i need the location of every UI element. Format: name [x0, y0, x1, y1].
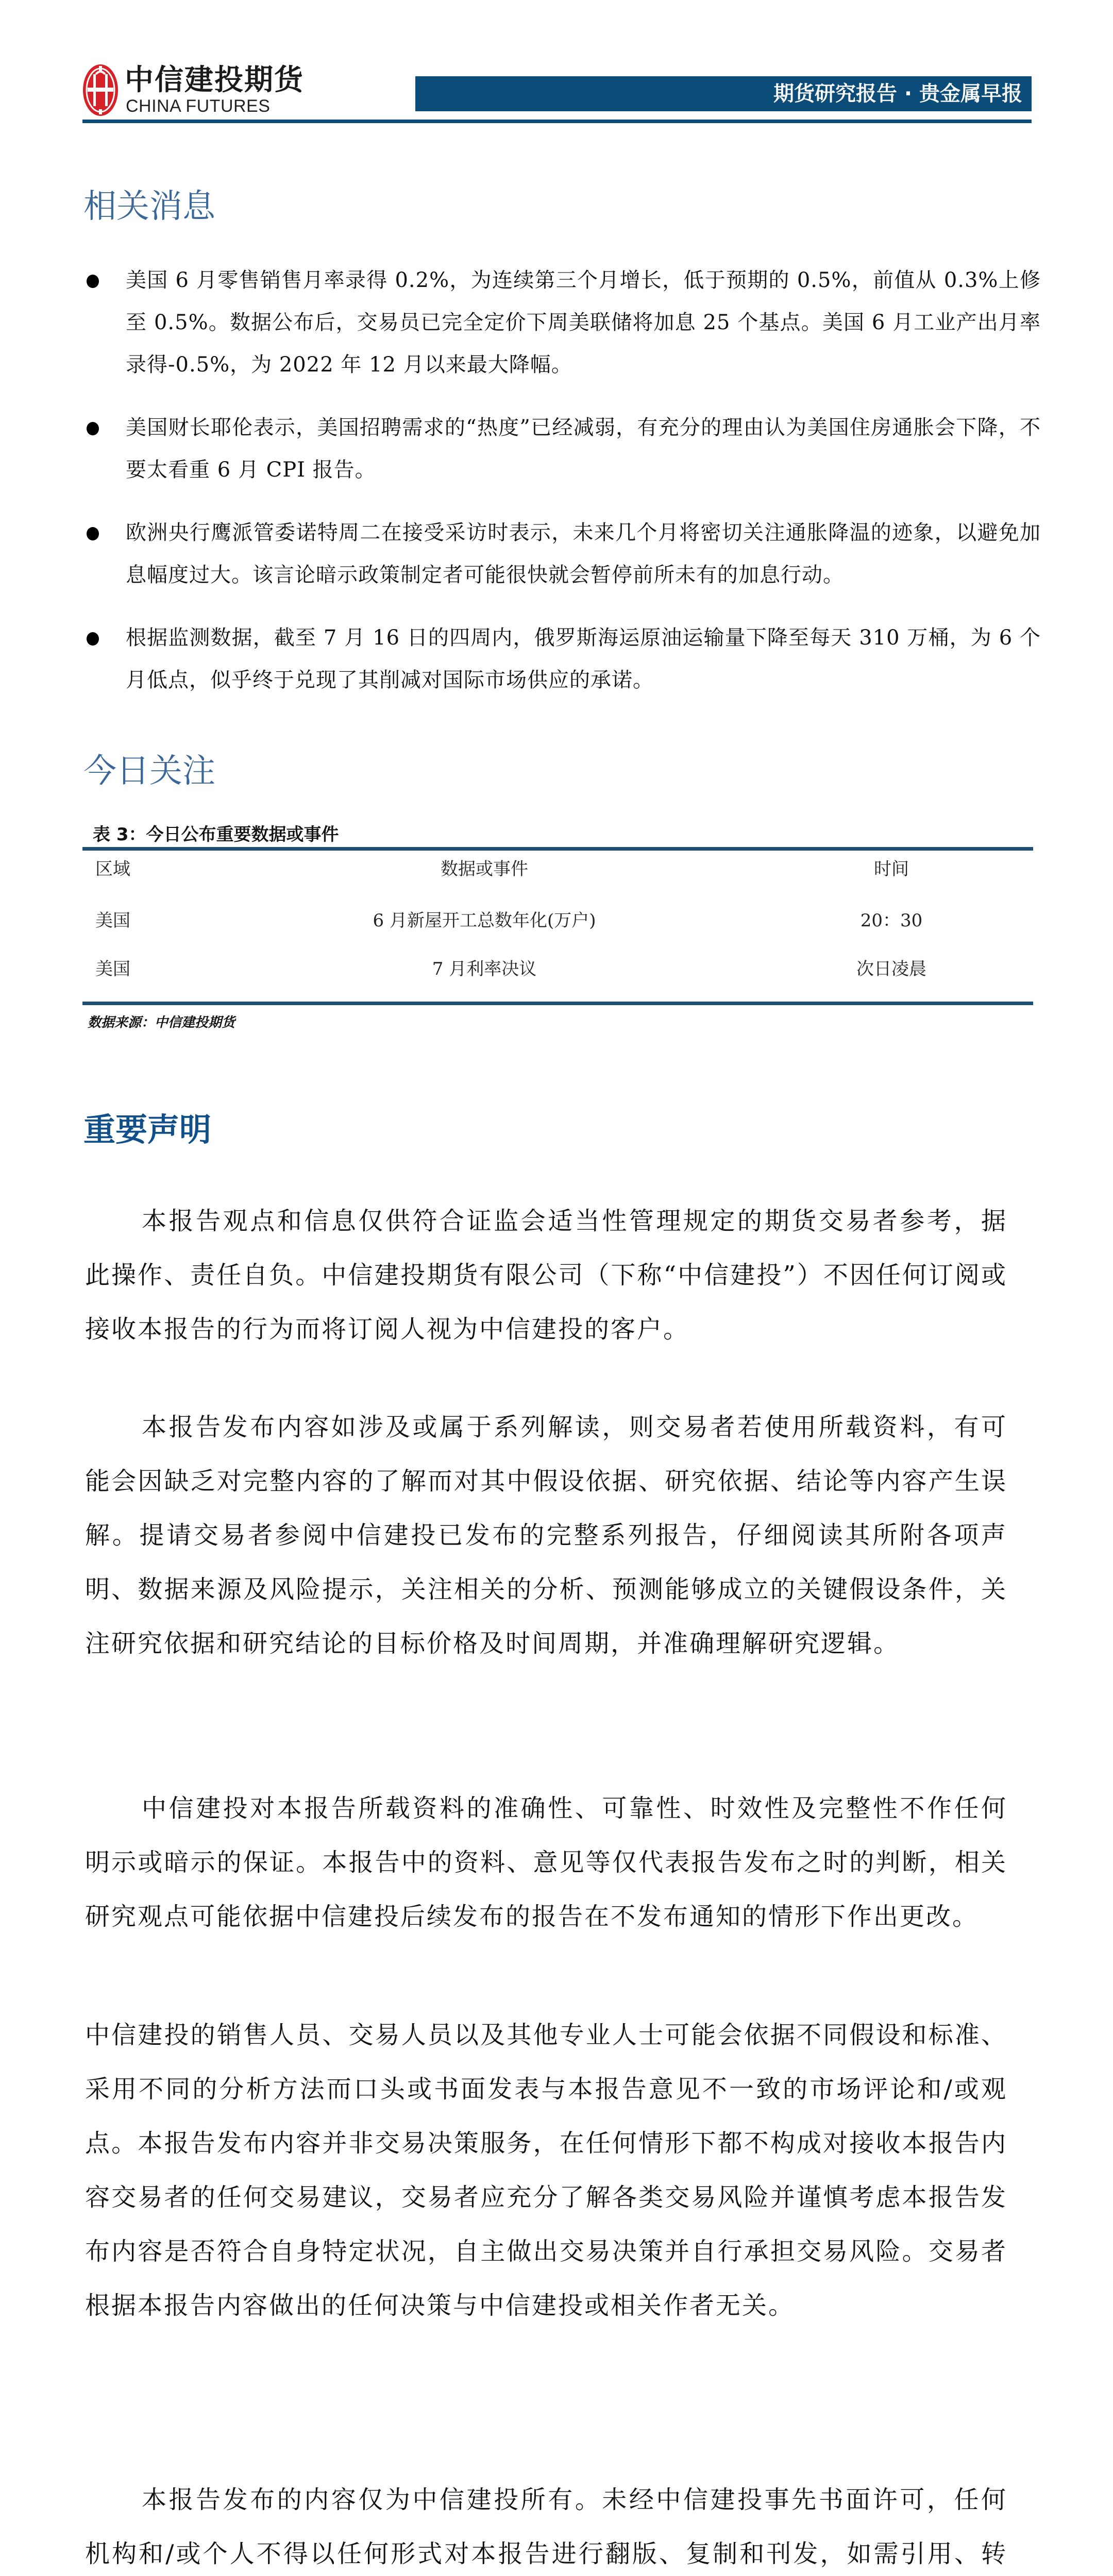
- news-item: [82, 406, 1041, 491]
- news-item-text: 欧洲央行鹰派管委诺特周二在接受采访时表示，未来几个月将密切关注通胀降温的迹象，以避免加息幅度过大。该言论暗示政策制定者可能很快就会暂停前所未有的加息行动。: [126, 521, 1041, 587]
- header-divider: [82, 120, 1032, 123]
- bullet-icon: [87, 275, 99, 288]
- logo-chinese-name: 中信建投期货: [125, 63, 304, 97]
- report-title: 期货研究报告 · 贵金属早报: [773, 82, 1022, 106]
- column-header-event: 数据或事件: [441, 859, 528, 879]
- header-bar: [415, 76, 1032, 111]
- news-item-text: 美国 6 月零售销售月率录得 0.2%，为连续第三个月增长，低于预期的 0.5%，前值从 0.3%上修至 0.5%。数据公布后，交易员已完全定价下周美联储将加息 25 个基点。美国 6 月工业产出月率录得-0.5%，为 2022 年 12 月以来最大降幅。: [126, 268, 1041, 377]
- table-bottom-rule: [82, 1002, 1033, 1005]
- disclaimer-paragraph: 本报告发布内容如涉及或属于系列解读，则交易者若使用所载资料，有可能会因缺乏对完整内容的了解而对其中假设依据、研究依据、结论等内容产生误解。提请交易者参阅中信建投已发布的完整系列报告，仔细阅读其所附各项声明、数据来源及风险提示，关注相关的分析、预测能够成立的关键假设条件，关注研究依据和研究结论的目标价格及时间周期，并准确理解研究逻辑。: [85, 1413, 1007, 1658]
- disclaimer-paragraph: 中信建投对本报告所载资料的准确性、可靠性、时效性及完整性不作任何明示或暗示的保证。本报告中的资料、意见等仅代表报告发布之时的判断，相关研究观点可能依据中信建投后续发布的报告在不发布通知的情形下作出更改。: [85, 1794, 1007, 1931]
- events-table: [82, 853, 1033, 987]
- news-item-text: 美国财长耶伦表示，美国招聘需求的“热度”已经减弱，有充分的理由认为美国住房通胀会下降，不要太看重 6 月 CPI 报告。: [126, 416, 1041, 482]
- table-header-row: [82, 853, 1033, 884]
- cell-region: 美国: [95, 910, 130, 931]
- news-item-text: 根据监测数据，截至 7 月 16 日的四周内，俄罗斯海运原油运输量下降至每天 310 万桶，为 6 个月低点，似乎终于兑现了其削减对国际市场供应的承诺。: [126, 626, 1041, 692]
- bullet-icon: [87, 632, 99, 646]
- news-item: [82, 259, 1041, 386]
- disclaimer-paragraph: 本报告发布的内容仅为中信建投所有。未经中信建投事先书面许可，任何机构和/或个人不得以任何形式对本报告进行翻版、复制和刊发，如需引用、转: [85, 2485, 1007, 2568]
- news-item: [82, 512, 1041, 596]
- logo-english-name: CHINA FUTURES: [126, 96, 271, 116]
- column-header-time: 时间: [874, 859, 909, 879]
- citic-logo-icon: [82, 64, 119, 116]
- cell-event: 6 月新屋开工总数年化(万户): [373, 910, 596, 931]
- table-caption: 表 3：今日公布重要数据或事件: [93, 824, 339, 845]
- disclaimer-paragraph: 中信建投的销售人员、交易人员以及其他专业人士可能会依据不同假设和标准、采用不同的分析方法而口头或书面发表与本报告意见不一致的市场评论和/或观点。本报告发布内容并非交易决策服务，在任何情形下都不构成对接收本报告内容交易者的任何交易建议，交易者应充分了解各类交易风险并谨慎考虑本报告发布内容是否符合自身特定状况，自主做出交易决策并自行承担交易风险。交易者根据本报告内容做出的任何决策与中信建投或相关作者无关。: [85, 2021, 1007, 2320]
- disclaimer-heading: 重要声明: [83, 1111, 212, 1148]
- news-list: [82, 259, 1041, 722]
- bullet-icon: [87, 422, 99, 435]
- table-row: [82, 884, 1033, 935]
- cell-time: 次日凌晨: [856, 959, 926, 979]
- table-source-note: 数据来源：中信建投期货: [88, 1015, 235, 1030]
- news-item: [82, 617, 1041, 701]
- company-logo: [82, 64, 330, 116]
- table-top-rule: [82, 847, 1033, 851]
- cell-event: 7 月利率决议: [432, 959, 537, 979]
- bullet-icon: [87, 527, 99, 540]
- today-heading: 今日关注: [83, 752, 215, 790]
- news-heading: 相关消息: [83, 188, 215, 226]
- column-header-region: 区域: [95, 859, 130, 879]
- table-row: [82, 935, 1033, 987]
- disclaimer-paragraph: 本报告观点和信息仅供符合证监会适当性管理规定的期货交易者参考，据此操作、责任自负。中信建投期货有限公司（下称“中信建投”）不因任何订阅或接收本报告的行为而将订阅人视为中信建投的客户。: [85, 1207, 1007, 1344]
- cell-region: 美国: [95, 959, 130, 979]
- cell-time: 20：30: [860, 910, 923, 931]
